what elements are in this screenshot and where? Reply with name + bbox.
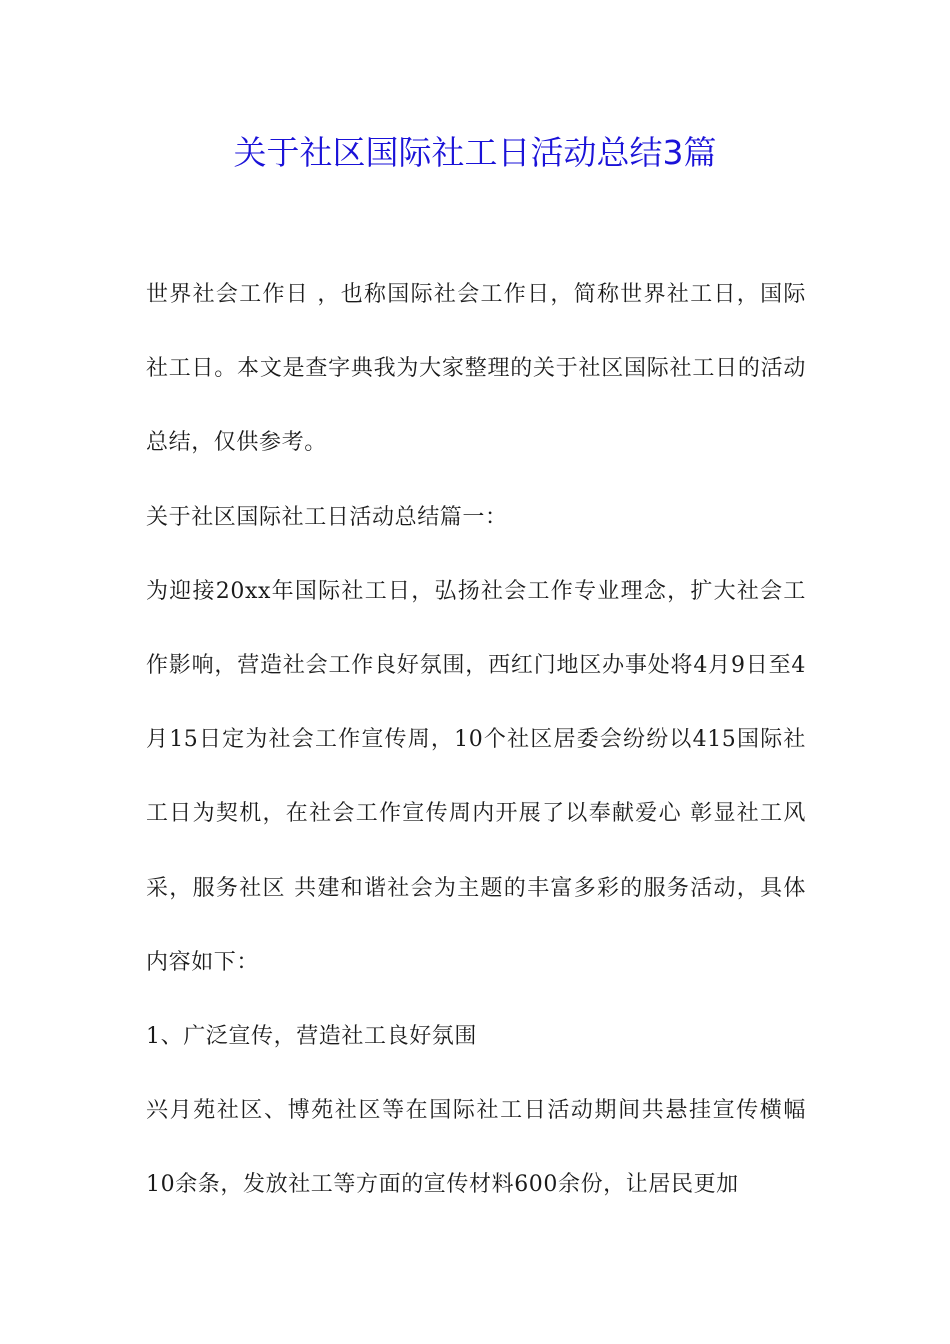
paragraph-subheading-1: 1、广泛宣传，营造社工良好氛围: [146, 1024, 477, 1050]
document-body: [146, 258, 806, 1223]
document-title: 关于社区国际社工日活动总结3篇: [233, 133, 717, 172]
paragraph-event-description: 为迎接20xx年国际社工日，弘扬社会工作专业理念，扩大社会工作影响，营造社会工作良好氛围，西红门地区办事处将4月9日至4月15日定为社会工作宣传周，10个社区居委会纷纷以415国际社工日为契机，在社会工作宣传周内开展了以奉献爱心 彰显社工风采，服务社区 共建和谐社会为主题的丰富多彩的服务活动，具体内容如下：: [146, 578, 806, 975]
paragraph-intro: 世界社会工作日 ，也称国际社会工作日，简称世界社工日，国际社工日。本文是查字典我为大家整理的关于社区国际社工日的活动总结，仅供参考。: [146, 282, 806, 456]
paragraph-publicity: 兴月苑社区、博苑社区等在国际社工日活动期间共悬挂宣传横幅10余条，发放社工等方面的宣传材料600余份，让居民更加: [146, 1098, 806, 1198]
paragraph-section-heading: 关于社区国际社工日活动总结篇一：: [146, 504, 508, 530]
